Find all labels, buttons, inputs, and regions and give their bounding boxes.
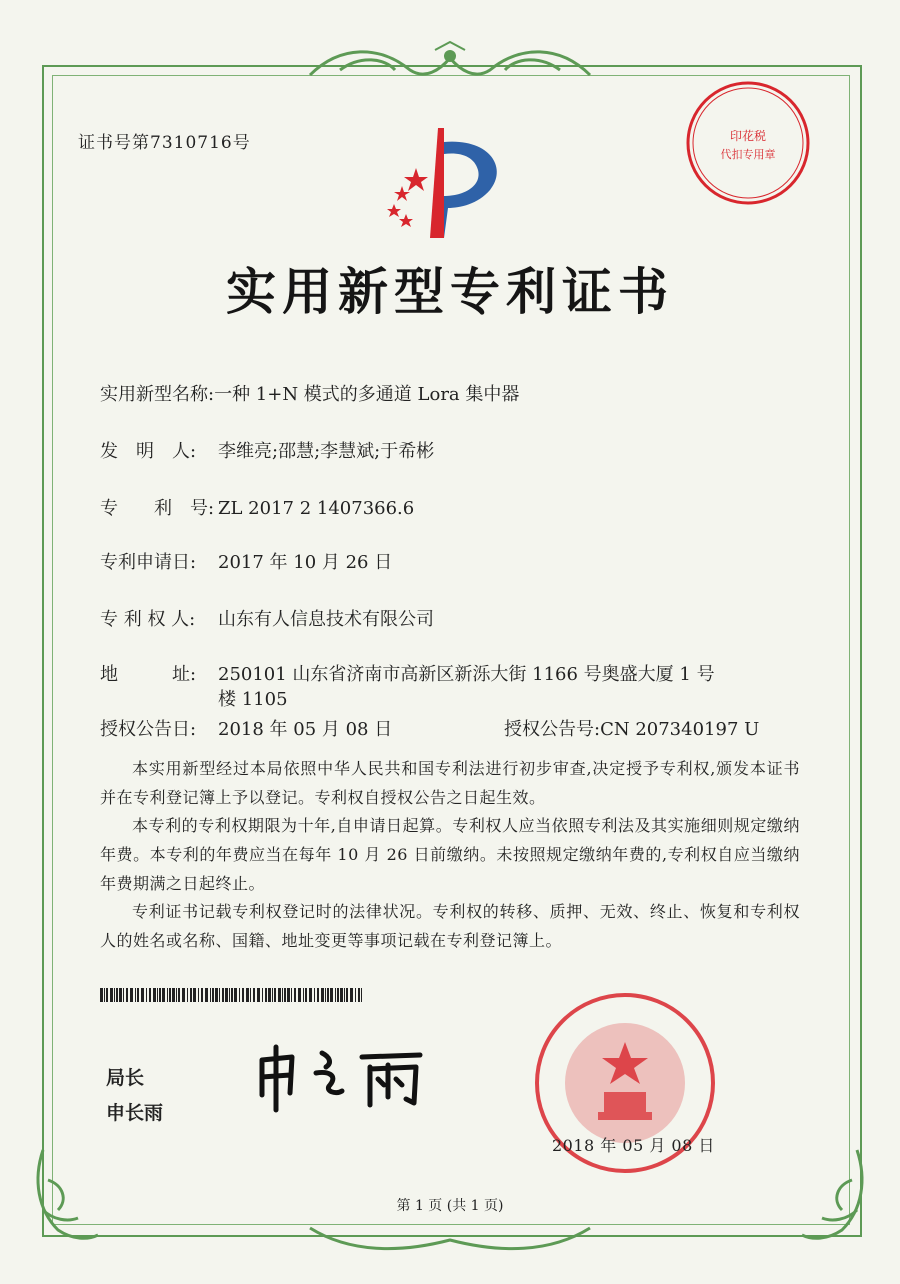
director-signature bbox=[250, 1035, 450, 1115]
inventor-row bbox=[100, 437, 434, 463]
filing-date-row bbox=[100, 548, 392, 574]
certificate-title: 实用新型专利证书 bbox=[226, 262, 674, 321]
field-label: 专利申请日: bbox=[100, 552, 197, 573]
tax-seal bbox=[683, 78, 813, 208]
certificate-number: 证书号第7310716号 bbox=[78, 133, 251, 153]
patent-number-row bbox=[100, 494, 414, 520]
field-label: 实用新型名称: bbox=[100, 384, 215, 405]
paragraph: 本专利的专利权期限为十年,自申请日起算。专利权人应当依照专利法及其实施细则规定缴纳年费。本专利的年费应当在每年 10 月 26 日前缴纳。未按照规定缴纳年费的,专利权自应当缴纳年费期满之日起终止。 bbox=[100, 816, 800, 893]
stamp-date: 2018 年 05 月 08 日 bbox=[552, 1136, 715, 1155]
field-label: 专 利 号: bbox=[100, 498, 215, 519]
inventors: 李维亮;邵慧;李慧斌;于希彬 bbox=[218, 441, 435, 462]
address-line-1: 250101 山东省济南市高新区新泺大街 1166 号奥盛大厦 1 号 bbox=[218, 664, 715, 685]
grant-date-row bbox=[100, 715, 392, 741]
director-name: 申长雨 bbox=[106, 1102, 164, 1124]
svg-text:代扣专用章: 代扣专用章 bbox=[720, 148, 776, 161]
director-title: 局长 bbox=[106, 1067, 145, 1089]
paragraph: 专利证书记载专利权登记时的法律状况。专利权的转移、质押、无效、终止、恢复和专利权人的姓名或名称、国籍、地址变更等事项记载在专利登记簿上。 bbox=[100, 902, 800, 950]
patentee: 山东有人信息技术有限公司 bbox=[218, 609, 434, 630]
barcode bbox=[100, 988, 362, 1002]
grant-number-row bbox=[504, 715, 759, 741]
utility-model-name: 一种 1+N 模式的多通道 Lora 集中器 bbox=[214, 384, 520, 405]
grant-date: 2018 年 05 月 08 日 bbox=[218, 719, 393, 740]
filing-date: 2017 年 10 月 26 日 bbox=[218, 552, 393, 573]
svg-text:印花税: 印花税 bbox=[729, 129, 767, 143]
utility-model-name-row bbox=[100, 380, 519, 406]
address-line-2: 楼 1105 bbox=[218, 689, 288, 710]
grant-number: CN 207340197 U bbox=[600, 719, 760, 740]
top-ornament bbox=[300, 40, 600, 90]
paragraph: 本实用新型经过本局依照中华人民共和国专利法进行初步审查,决定授予专利权,颁发本证书并在专利登记簿上予以登记。专利权自授权公告之日起生效。 bbox=[100, 759, 800, 807]
patent-office-logo bbox=[372, 128, 512, 248]
field-label: 授权公告号: bbox=[504, 719, 601, 740]
field-label: 授权公告日: bbox=[100, 719, 197, 740]
bottom-ornament bbox=[300, 1218, 600, 1258]
field-label: 发 明 人: bbox=[100, 441, 197, 462]
address-row bbox=[100, 660, 715, 686]
patent-number: ZL 2017 2 1407366.6 bbox=[218, 498, 415, 519]
field-label: 地 址: bbox=[100, 664, 197, 685]
page-number: 第 1 页 (共 1 页) bbox=[396, 1198, 504, 1214]
patentee-row bbox=[100, 605, 434, 631]
field-label: 专 利 权 人: bbox=[100, 609, 196, 630]
